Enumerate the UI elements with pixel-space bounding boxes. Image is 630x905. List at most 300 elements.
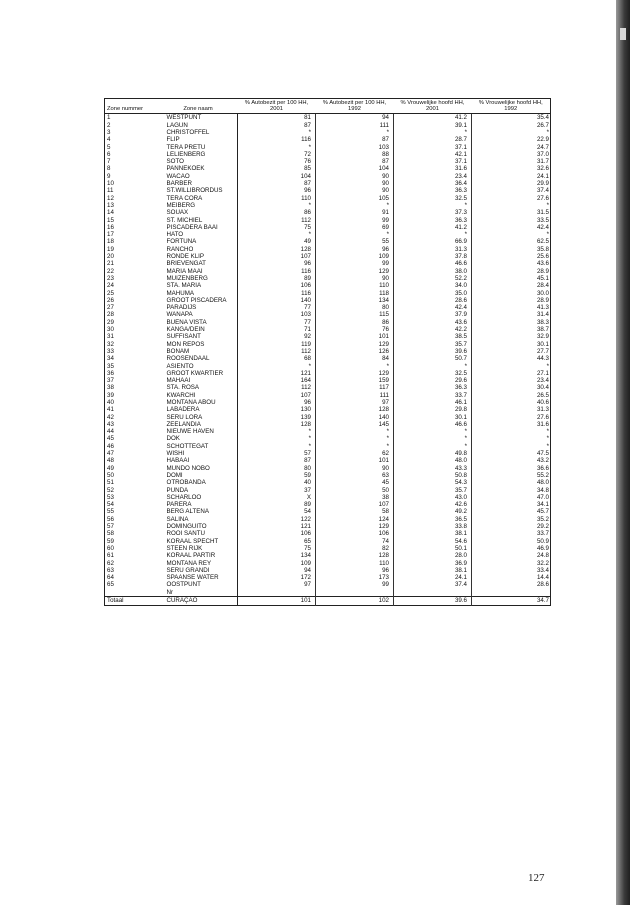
cell-zone-naam: SPAANSE WATER	[159, 574, 238, 581]
table-header-row	[105, 99, 551, 114]
cell-zone-nummer: 41	[107, 406, 114, 414]
table-row	[105, 435, 551, 442]
header-vrouwelijk-2001	[394, 99, 472, 114]
cell-autobezit-1992: 82	[316, 545, 394, 552]
cell-autobezit-1992: 128	[316, 552, 394, 559]
table-row	[105, 508, 551, 515]
cell-vrouwelijk-2001: 33.7	[394, 392, 472, 399]
cell-autobezit-2001: 65	[238, 538, 316, 545]
cell-zone-naam: MAHUMA	[159, 290, 238, 297]
cell-vrouwelijk-1992: 26.5	[536, 391, 549, 399]
cell-zone-naam: BRIEVENGAT	[159, 260, 238, 267]
cell-vrouwelijk-2001: *	[394, 435, 472, 442]
cell-autobezit-1992: 140	[316, 414, 394, 421]
cell-autobezit-1992: 96	[316, 246, 394, 253]
cell-zone-nummer: 28	[107, 311, 114, 319]
cell-vrouwelijk-1992: 29.2	[536, 523, 549, 531]
cell-zone-nummer: 62	[107, 559, 114, 567]
cell-autobezit-2001: 116	[238, 290, 316, 297]
cell-autobezit-2001: 122	[238, 516, 316, 523]
cell-vrouwelijk-1992: 35.4	[536, 114, 549, 122]
cell-autobezit-2001: 75	[238, 224, 316, 231]
cell-zone-naam: MEIBERG	[159, 202, 238, 209]
cell-zone-nummer: 20	[107, 253, 114, 261]
cell-vrouwelijk-2001: 54.6	[394, 538, 472, 545]
cell-vrouwelijk-1992: 30.0	[536, 289, 549, 297]
cell-autobezit-1992: 111	[316, 392, 394, 399]
cell-autobezit-1992: 126	[316, 348, 394, 355]
cell-autobezit-2001: *	[238, 202, 316, 209]
cell-vrouwelijk-2001: 50.1	[394, 545, 472, 552]
cell-autobezit-2001: 128	[238, 246, 316, 253]
table-row	[105, 136, 551, 143]
cell-vrouwelijk-1992: 47.5	[536, 450, 549, 458]
cell-vrouwelijk-1992: 24.1	[536, 172, 549, 180]
cell-zone-naam: WANAPA	[159, 311, 238, 318]
table-row	[105, 487, 551, 494]
cell-autobezit-1992: 117	[316, 384, 394, 391]
cell-zone-naam: Nr	[159, 589, 238, 597]
cell-vrouwelijk-1992: 24.7	[536, 143, 549, 151]
cell-zone-nummer: 59	[107, 537, 114, 545]
cell-zone-nummer: 47	[107, 450, 114, 458]
cell-vrouwelijk-2001: 43.3	[394, 465, 472, 472]
cell-vrouwelijk-2001: 41.2	[394, 114, 472, 122]
table-row	[105, 545, 551, 552]
cell-zone-nummer: 39	[107, 391, 114, 399]
cell-autobezit-1992: 99	[316, 581, 394, 588]
cell-vrouwelijk-2001: 29.8	[394, 406, 472, 413]
cell-autobezit-1992: 129	[316, 341, 394, 348]
cell-vrouwelijk-1992: 31.5	[536, 209, 549, 217]
cell-zone-naam: LABADERA	[159, 406, 238, 413]
table-row	[105, 377, 551, 384]
cell-vrouwelijk-1992: 31.6	[536, 420, 549, 428]
cell-zone-nummer: 51	[107, 479, 114, 487]
cell-autobezit-2001: 49	[238, 238, 316, 245]
cell-zone-naam: DOMI	[159, 472, 238, 479]
cell-zone-nummer: 16	[107, 223, 114, 231]
cell-autobezit-1992: 50	[316, 487, 394, 494]
cell-vrouwelijk-2001: 35.0	[394, 290, 472, 297]
cell-zone-nummer: 43	[107, 420, 114, 428]
cell-autobezit-1992: 145	[316, 421, 394, 428]
cell-vrouwelijk-1992: 33.5	[536, 216, 549, 224]
cell-autobezit-2001: 89	[238, 501, 316, 508]
cell-vrouwelijk-2001: 23.4	[394, 173, 472, 180]
cell-zone-naam: GROOT KWARTIER	[159, 370, 238, 377]
cell-zone-nummer: 58	[107, 530, 114, 538]
cell-vrouwelijk-2001: 38.0	[394, 268, 472, 275]
table-row	[105, 290, 551, 297]
table-row	[105, 319, 551, 326]
cell-zone-nummer: 65	[107, 581, 114, 589]
cell-autobezit-1992: 101	[316, 457, 394, 464]
table-row	[105, 187, 551, 194]
cell-vrouwelijk-2001: 38.1	[394, 530, 472, 537]
cell-autobezit-2001: 68	[238, 355, 316, 362]
cell-vrouwelijk-1992: 25.6	[536, 253, 549, 261]
cell-autobezit-1992: 107	[316, 501, 394, 508]
cell-autobezit-2001: 80	[238, 465, 316, 472]
cell-vrouwelijk-1992: 43.6	[536, 260, 549, 268]
cell-vrouwelijk-2001: 43.6	[394, 319, 472, 326]
cell-autobezit-1992: 91	[316, 209, 394, 216]
cell-vrouwelijk-1992: 37.0	[536, 150, 549, 158]
cell-autobezit-2001: 76	[238, 158, 316, 165]
cell-zone-nummer: 31	[107, 333, 114, 341]
table-row	[105, 173, 551, 180]
cell-autobezit-2001: 96	[238, 260, 316, 267]
cell-vrouwelijk-2001: 36.3	[394, 384, 472, 391]
cell-autobezit-1992: 101	[316, 333, 394, 340]
cell-autobezit-1992: 58	[316, 508, 394, 515]
cell-zone-nummer: 12	[107, 194, 114, 202]
cell-zone-naam: TERA PRETU	[159, 144, 238, 151]
cell-autobezit-2001: 134	[238, 552, 316, 559]
cell-zone-nummer: 10	[107, 180, 114, 188]
cell-zone-nummer: 64	[107, 574, 114, 582]
cell-zone-nummer: 36	[107, 369, 114, 377]
cell-zone-naam: HATO	[159, 231, 238, 238]
cell-autobezit-1992: 90	[316, 275, 394, 282]
cell-vrouwelijk-2001: 54.3	[394, 479, 472, 486]
cell-autobezit-1992: 104	[316, 165, 394, 172]
table-row	[105, 246, 551, 253]
cell-zone-nummer: 2	[107, 121, 111, 129]
cell-zone-naam: ZEELANDIA	[159, 421, 238, 428]
cell-vrouwelijk-1992: 28.6	[536, 581, 549, 589]
cell-zone-nummer: 15	[107, 216, 114, 224]
cell-vrouwelijk-1992: 27.6	[536, 413, 549, 421]
cell-autobezit-2001: X	[238, 494, 316, 501]
cell-autobezit-2001: 140	[238, 297, 316, 304]
cell-vrouwelijk-1992: 55.2	[536, 471, 549, 479]
cell-zone-nummer: 61	[107, 552, 114, 560]
cell-zone-nummer: 42	[107, 413, 114, 421]
cell-autobezit-2001: 40	[238, 479, 316, 486]
cell-zone-naam: MONTANA REY	[159, 560, 238, 567]
cell-zone-naam: PARADIJS	[159, 304, 238, 311]
cell-vrouwelijk-2001: 42.6	[394, 501, 472, 508]
cell-autobezit-1992: 87	[316, 158, 394, 165]
cell-vrouwelijk-2001: *	[394, 129, 472, 136]
cell-zone-naam: SCHARLOO	[159, 494, 238, 501]
cell-zone-nummer: 48	[107, 457, 114, 465]
cell-zone-nummer: 45	[107, 435, 114, 443]
cell-vrouwelijk-1992: 38.3	[536, 318, 549, 326]
cell-zone-nummer: 52	[107, 486, 114, 494]
total-autobezit-1992: 102	[316, 597, 394, 606]
cell-autobezit-1992: 90	[316, 187, 394, 194]
table-row	[105, 114, 551, 122]
table-row	[105, 268, 551, 275]
header-autobezit-1992	[316, 99, 394, 114]
table-row	[105, 589, 551, 597]
cell-zone-nummer: 5	[107, 143, 111, 151]
cell-zone-nummer: 23	[107, 274, 114, 282]
table-row	[105, 406, 551, 413]
cell-vrouwelijk-1992: 28.4	[536, 282, 549, 290]
table-row	[105, 333, 551, 340]
header-vrouwelijk-2001-line2: 2001	[426, 106, 439, 113]
header-autobezit-2001-line2: 2001	[270, 106, 283, 113]
cell-zone-nummer: 4	[107, 136, 111, 144]
cell-vrouwelijk-2001: *	[394, 443, 472, 450]
table-row	[105, 341, 551, 348]
cell-autobezit-1992: 86	[316, 319, 394, 326]
cell-autobezit-1992: 80	[316, 304, 394, 311]
cell-vrouwelijk-2001: *	[394, 202, 472, 209]
cell-vrouwelijk-2001: 33.8	[394, 523, 472, 530]
table-row	[105, 494, 551, 501]
cell-autobezit-1992: 45	[316, 479, 394, 486]
cell-vrouwelijk-2001: 37.9	[394, 311, 472, 318]
cell-vrouwelijk-2001: 35.7	[394, 487, 472, 494]
cell-autobezit-1992: 110	[316, 560, 394, 567]
cell-autobezit-1992: 173	[316, 574, 394, 581]
cell-zone-naam: LAGUN	[159, 122, 238, 129]
cell-vrouwelijk-2001: 38.1	[394, 567, 472, 574]
cell-zone-naam: STA. MARIA	[159, 282, 238, 289]
table-row	[105, 370, 551, 377]
cell-autobezit-1992: 97	[316, 399, 394, 406]
cell-vrouwelijk-2001: 37.1	[394, 158, 472, 165]
total-autobezit-2001: 101	[238, 597, 316, 606]
table-row	[105, 238, 551, 245]
cell-vrouwelijk-1992: 32.9	[536, 333, 549, 341]
cell-zone-nummer: 7	[107, 158, 111, 166]
cell-autobezit-2001: 71	[238, 326, 316, 333]
cell-zone-nummer: 55	[107, 508, 114, 516]
cell-vrouwelijk-2001: 46.1	[394, 399, 472, 406]
cell-vrouwelijk-2001: 36.4	[394, 180, 472, 187]
cell-autobezit-1992: 74	[316, 538, 394, 545]
cell-zone-nummer: 57	[107, 523, 114, 531]
total-label: Totaal	[105, 597, 159, 606]
cell-autobezit-2001: 96	[238, 399, 316, 406]
cell-zone-naam: SOTO	[159, 158, 238, 165]
cell-autobezit-2001: 57	[238, 450, 316, 457]
table-row	[105, 516, 551, 523]
cell-vrouwelijk-1992: 28.9	[536, 267, 549, 275]
cell-autobezit-2001: *	[238, 129, 316, 136]
cell-zone-nummer: 49	[107, 464, 114, 472]
cell-zone-naam: BERG ALTENA	[159, 508, 238, 515]
cell-vrouwelijk-1992: 29.9	[536, 180, 549, 188]
cell-vrouwelijk-2001: 28.6	[394, 297, 472, 304]
cell-vrouwelijk-2001: *	[394, 428, 472, 435]
cell-autobezit-1992: *	[316, 435, 394, 442]
cell-autobezit-1992: 106	[316, 530, 394, 537]
cell-zone-naam: WISHI	[159, 450, 238, 457]
table-row	[105, 165, 551, 172]
cell-zone-naam: KORAAL PARTIR	[159, 552, 238, 559]
cell-autobezit-2001: 119	[238, 341, 316, 348]
cell-autobezit-2001: 116	[238, 136, 316, 143]
cell-zone-naam: BONAM	[159, 348, 238, 355]
table-row	[105, 384, 551, 391]
header-vrouwelijk-1992-line2: 1992	[504, 106, 518, 113]
table-row	[105, 151, 551, 158]
cell-autobezit-1992: 128	[316, 406, 394, 413]
cell-autobezit-1992: 55	[316, 238, 394, 245]
cell-vrouwelijk-1992: 36.6	[536, 464, 549, 472]
cell-zone-naam: MONTANA ABOU	[159, 399, 238, 406]
cell-vrouwelijk-2001: 38.5	[394, 333, 472, 340]
cell-autobezit-1992: *	[316, 363, 394, 370]
cell-vrouwelijk-1992: 35.8	[536, 245, 549, 253]
table-row	[105, 209, 551, 216]
cell-zone-naam: FLIP	[159, 136, 238, 143]
cell-vrouwelijk-2001: *	[394, 231, 472, 238]
cell-autobezit-2001: *	[238, 363, 316, 370]
table-row	[105, 231, 551, 238]
total-vrouwelijk-2001: 39.6	[394, 597, 472, 606]
cell-autobezit-2001: 164	[238, 377, 316, 384]
cell-vrouwelijk-1992: *	[546, 362, 549, 370]
cell-zone-naam: ST. MICHIEL	[159, 217, 238, 224]
cell-autobezit-2001: 77	[238, 319, 316, 326]
cell-autobezit-1992: 99	[316, 260, 394, 267]
table-row	[105, 282, 551, 289]
cell-zone-naam: SERU LORA	[159, 414, 238, 421]
table-row	[105, 399, 551, 406]
cell-autobezit-2001: 128	[238, 421, 316, 428]
cell-autobezit-2001: 106	[238, 530, 316, 537]
cell-autobezit-2001: 85	[238, 165, 316, 172]
cell-autobezit-2001: 72	[238, 151, 316, 158]
cell-vrouwelijk-1992: 46.9	[536, 544, 549, 552]
cell-vrouwelijk-2001: 42.1	[394, 151, 472, 158]
cell-vrouwelijk-1992: *	[546, 442, 549, 450]
total-zone-naam: CURAÇAO	[159, 597, 238, 606]
cell-vrouwelijk-2001: 50.8	[394, 472, 472, 479]
cell-autobezit-1992: *	[316, 443, 394, 450]
cell-zone-naam: MON REPOS	[159, 341, 238, 348]
total-vrouwelijk-1992: 34.7	[472, 597, 551, 606]
table-row	[105, 158, 551, 165]
cell-autobezit-1992	[316, 589, 394, 597]
cell-autobezit-2001: 106	[238, 282, 316, 289]
cell-vrouwelijk-1992: 27.7	[536, 347, 549, 355]
cell-autobezit-2001: *	[238, 144, 316, 151]
cell-vrouwelijk-2001: 36.3	[394, 187, 472, 194]
cell-zone-nummer: 29	[107, 318, 114, 326]
cell-vrouwelijk-2001: 43.0	[394, 494, 472, 501]
cell-zone-naam: WACAO	[159, 173, 238, 180]
cell-autobezit-1992: 159	[316, 377, 394, 384]
cell-autobezit-1992: 88	[316, 151, 394, 158]
table-row	[105, 144, 551, 151]
cell-vrouwelijk-1992: 30.4	[536, 384, 549, 392]
cell-zone-naam: SCHOTTEGAT	[159, 443, 238, 450]
cell-zone-nummer: 35	[107, 362, 114, 370]
cell-zone-naam: STA. ROSA	[159, 384, 238, 391]
cell-zone-nummer: 19	[107, 245, 114, 253]
cell-autobezit-2001: 121	[238, 523, 316, 530]
scan-edge-mark	[620, 28, 626, 40]
table-row	[105, 501, 551, 508]
cell-vrouwelijk-2001: 30.1	[394, 414, 472, 421]
cell-zone-nummer: 33	[107, 347, 114, 355]
table-row	[105, 567, 551, 574]
table-row	[105, 217, 551, 224]
table-row	[105, 326, 551, 333]
table-row	[105, 443, 551, 450]
cell-vrouwelijk-2001: 29.6	[394, 377, 472, 384]
cell-zone-naam: KWARCHI	[159, 392, 238, 399]
cell-vrouwelijk-2001: 46.6	[394, 421, 472, 428]
cell-autobezit-2001: *	[238, 231, 316, 238]
cell-vrouwelijk-2001: 37.1	[394, 144, 472, 151]
cell-vrouwelijk-2001: 49.8	[394, 450, 472, 457]
cell-zone-nummer: 27	[107, 304, 114, 312]
cell-autobezit-2001: *	[238, 443, 316, 450]
cell-zone-naam: ASIENTO	[159, 363, 238, 370]
cell-zone-naam: TERA CORA	[159, 195, 238, 202]
cell-vrouwelijk-2001: 39.6	[394, 348, 472, 355]
cell-autobezit-2001: *	[238, 428, 316, 435]
cell-vrouwelijk-1992: 23.4	[536, 377, 549, 385]
cell-autobezit-2001: 94	[238, 567, 316, 574]
table-row	[105, 122, 551, 129]
cell-autobezit-2001: 97	[238, 581, 316, 588]
cell-autobezit-1992: 90	[316, 173, 394, 180]
cell-zone-nummer: 25	[107, 289, 114, 297]
cell-vrouwelijk-2001: 36.9	[394, 560, 472, 567]
cell-vrouwelijk-1992: 45.1	[536, 274, 549, 282]
cell-autobezit-2001: *	[238, 435, 316, 442]
cell-autobezit-1992: 69	[316, 224, 394, 231]
cell-vrouwelijk-1992: 40.6	[536, 398, 549, 406]
cell-autobezit-1992: 118	[316, 290, 394, 297]
cell-zone-nummer: 44	[107, 428, 114, 436]
cell-autobezit-1992: 90	[316, 180, 394, 187]
cell-vrouwelijk-2001: 48.0	[394, 457, 472, 464]
cell-vrouwelijk-2001: 37.3	[394, 209, 472, 216]
cell-vrouwelijk-2001: 24.1	[394, 574, 472, 581]
table-row	[105, 523, 551, 530]
cell-vrouwelijk-1992: 34.1	[536, 501, 549, 509]
cell-autobezit-2001: 103	[238, 311, 316, 318]
cell-vrouwelijk-1992: 38.7	[536, 326, 549, 334]
cell-zone-naam: PARERA	[159, 501, 238, 508]
cell-autobezit-1992: 62	[316, 450, 394, 457]
header-vrouwelijk-1992-line1: % Vrouwelijke hoofd HH,	[478, 100, 543, 106]
cell-zone-naam: RANCHO	[159, 246, 238, 253]
cell-autobezit-2001: 54	[238, 508, 316, 515]
cell-zone-nummer: 13	[107, 201, 114, 209]
cell-vrouwelijk-2001: 41.2	[394, 224, 472, 231]
cell-autobezit-1992: 103	[316, 144, 394, 151]
cell-vrouwelijk-1992: 34.8	[536, 486, 549, 494]
cell-autobezit-1992: 38	[316, 494, 394, 501]
cell-autobezit-1992: 99	[316, 217, 394, 224]
cell-autobezit-1992: *	[316, 129, 394, 136]
cell-autobezit-2001: 112	[238, 384, 316, 391]
cell-zone-naam: SUFFISANT	[159, 333, 238, 340]
cell-vrouwelijk-1992: *	[546, 428, 549, 436]
cell-vrouwelijk-2001: 37.4	[394, 581, 472, 588]
cell-zone-naam: PUNDA	[159, 487, 238, 494]
cell-zone-nummer: 32	[107, 340, 114, 348]
cell-vrouwelijk-1992: 42.4	[536, 223, 549, 231]
table-row	[105, 428, 551, 435]
cell-autobezit-2001: 81	[238, 114, 316, 122]
cell-vrouwelijk-2001: 32.5	[394, 195, 472, 202]
cell-vrouwelijk-1992: 37.4	[536, 187, 549, 195]
